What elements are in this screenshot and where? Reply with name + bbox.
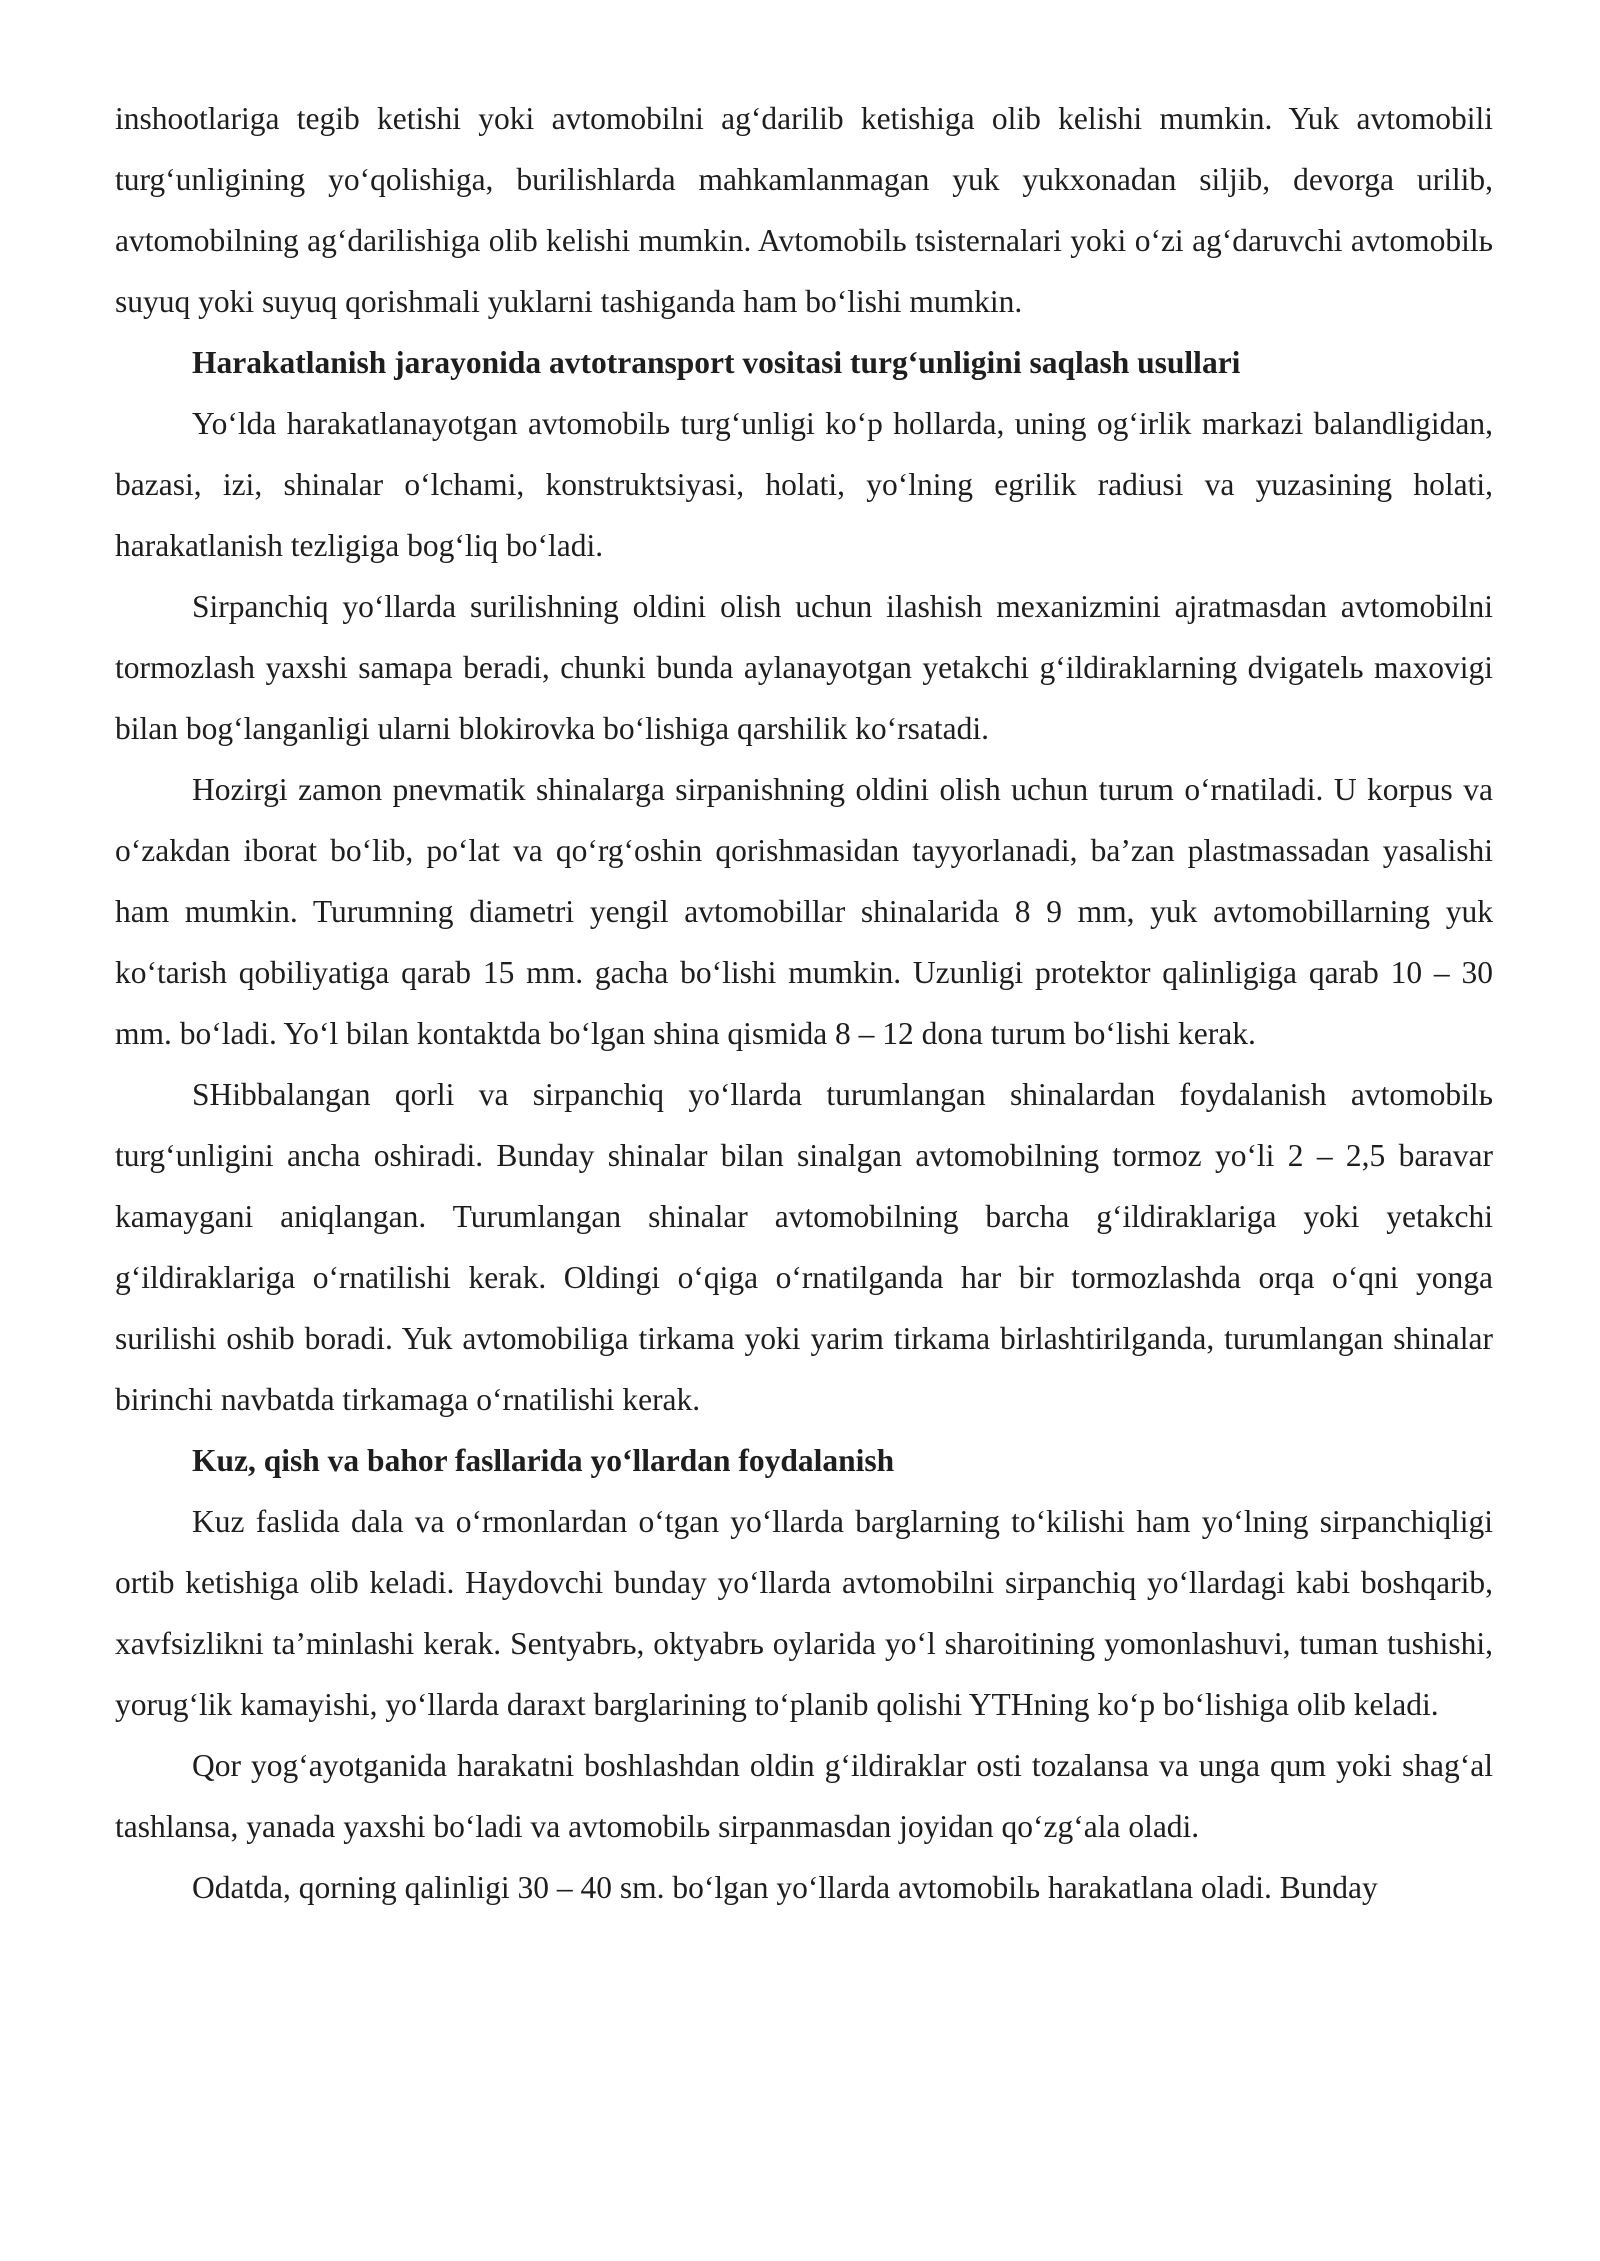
section-heading-seasons: Kuz, qish va bahor fasllarida yo‘llardan foydalanish [192, 1443, 895, 1478]
section-heading-stability: Harakatlanish jarayonida avtotransport vositasi turg‘unligini saqlash usullari [192, 345, 1241, 380]
paragraph-8: Odatda, qorning qalinligi 30 – 40 sm. bo‘lgan yo‘llarda avtomobilь harakatlana oladi. Bunday [192, 1870, 1378, 1905]
paragraph-2: Yo‘lda harakatlanayotgan avtomobilь turg‘unligi ko‘p hollarda, uning og‘irlik markazi balandligidan, bazasi, izi, shinalar o‘lchami, konstruktsiyasi, holati, yo‘lning egrilik radiusi va yuzasining holati, harakatlanish tezligiga bog‘liq bo‘ladi. [115, 406, 1493, 563]
paragraph-4: Hozirgi zamon pnevmatik shinalarga sirpanishning oldini olish uchun turum o‘rnatiladi. U korpus va o‘zakdan iborat bo‘lib, po‘lat va qo‘rg‘oshin qorishmasidan tayyorlanadi, ba’zan plastmassadan yasalishi ham mumkin. Turumning diametri yengil avtomobillar shinalarida 8 9 mm, yuk avtomobillarning yuk ko‘tarish qobiliyatiga qarab 15 mm. gacha bo‘lishi mumkin. Uzunligi protektor qalinligiga qarab 10 – 30 mm. bo‘ladi. Yo‘l bilan kontaktda bo‘lgan shina qismida 8 – 12 dona turum bo‘lishi kerak. [115, 772, 1493, 1051]
paragraph-7: Qor yog‘ayotganida harakatni boshlashdan oldin g‘ildiraklar osti tozalansa va unga qum yoki shag‘al tashlansa, yanada yaxshi bo‘ladi va avtomobilь sirpanmasdan joyidan qo‘zg‘ala oladi. [115, 1748, 1493, 1844]
document-page [115, 88, 1493, 1918]
paragraph-6: Kuz faslida dala va o‘rmonlardan o‘tgan yo‘llarda barglarning to‘kilishi ham yo‘lning sirpanchiqligi ortib ketishiga olib keladi. Haydovchi bunday yo‘llarda avtomobilni sirpanchiq yo‘llardagi kabi boshqarib, xavfsizlikni ta’minlashi kerak. Sentyabrь, oktyabrь oylarida yo‘l sharoitining yomonlashuvi, tuman tushishi, yorug‘lik kamayishi, yo‘llarda daraxt barglarining to‘planib qolishi YTHning ko‘p bo‘lishiga olib keladi. [115, 1504, 1493, 1722]
paragraph-1: inshootlariga tegib ketishi yoki avtomobilni ag‘darilib ketishiga olib kelishi mumkin. Yuk avtomobili turg‘unligining yo‘qolishiga, burilishlarda mahkamlanmagan yuk yukxonadan siljib, devorga urilib, avtomobilning ag‘darilishiga olib kelishi mumkin. Avtomobilь tsisternalari yoki o‘zi ag‘daruvchi avtomobilь suyuq yoki suyuq qorishmali yuklarni tashiganda ham bo‘lishi mumkin. [115, 101, 1493, 319]
paragraph-3: Sirpanchiq yo‘llarda surilishning oldini olish uchun ilashish mexanizmini ajratmasdan avtomobilni tormozlash yaxshi samapa beradi, chunki bunda aylanayotgan yetakchi g‘ildiraklarning dvigatelь maxovigi bilan bog‘langanligi ularni blokirovka bo‘lishiga qarshilik ko‘rsatadi. [115, 589, 1493, 746]
paragraph-5: SHibbalangan qorli va sirpanchiq yo‘llarda turumlangan shinalardan foydalanish avtomobilь turg‘unligini ancha oshiradi. Bunday shinalar bilan sinalgan avtomobilning tormoz yo‘li 2 – 2,5 baravar kamaygani aniqlangan. Turumlangan shinalar avtomobilning barcha g‘ildiraklariga yoki yetakchi g‘ildiraklariga o‘rnatilishi kerak. Oldingi o‘qiga o‘rnatilganda har bir tormozlashda orqa o‘qni yonga surilishi oshib boradi. Yuk avtomobiliga tirkama yoki yarim tirkama birlashtirilganda, turumlangan shinalar birinchi navbatda tirkamaga o‘rnatilishi kerak. [115, 1077, 1493, 1417]
